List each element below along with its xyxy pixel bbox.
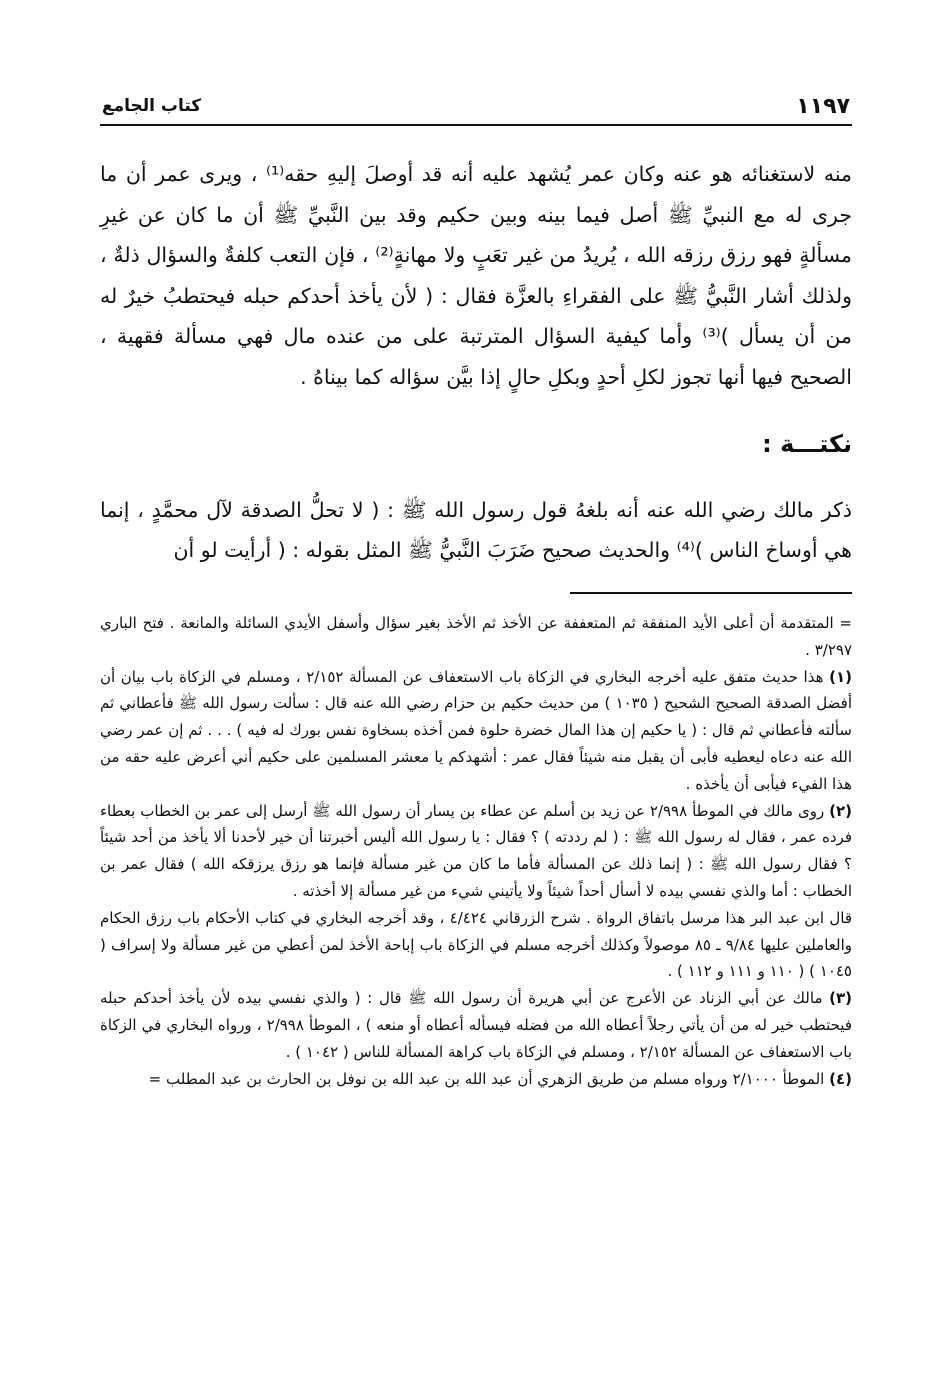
- section-heading: نكتـــة :: [762, 430, 852, 458]
- footnote-3: [100, 985, 852, 1065]
- section-paragraph: ذكر مالك رضي الله عنه أنه بلغهُ قول رسول الله ﷺ : ( لا تحلُّ الصدقة لآل محمَّدٍ ، إنما هي أوساخ الناس )⁽⁴⁾ والحديث صحيح ضَرَبَ النَّبيُّ ﷺ المثل بقوله : ( أرأيت لو أن: [100, 498, 852, 562]
- page-header: [100, 94, 852, 126]
- footnote-text: قال ابن عبد البر هذا مرسل باتفاق الرواة . شرح الزرقاني ٤/٤٢٤ ، وقد أخرجه البخاري في كتاب الأحكام باب رزق الحكام والعاملين عليها ٩/٨٤ ـ ٨٥ موصولاً وكذلك أخرجه مسلم في الزكاة باب إباحة الأخذ لمن أعطي من غير مسألة ولا إسراف ( ١٠٤٥ ) ( ١١٠ و ١١١ و ١١٢ ) .: [100, 908, 853, 981]
- footnote-1: [100, 664, 852, 798]
- footnote-divider: [570, 592, 852, 594]
- footnote-continued: [100, 610, 852, 664]
- footnote-body: روى مالك في الموطأ ٢/٩٩٨ عن زيد بن أسلم عن عطاء بن يسار أن رسول الله ﷺ أرسل إلى عمر بن الخطاب بعطاء فرده عمر ، فقال له رسول الله ﷺ : ( لم رددته ) ؟ فقال : يا رسول الله أليس أخبرتنا أن خير لأحدنا ألا يأخذ من أحد شيئاً ؟ فقال رسول الله ﷺ : ( إنما ذلك عن المسألة فأما ما كان من غير مسألة فإنما هو رزق يرزقكه الله ) فقال عمر بن الخطاب : أما والذي نفسي بيده لا أسأل أحداً شيئاً ولا يأتيني شيء من غير مسألة إلا أخذته .: [100, 801, 852, 900]
- main-paragraph: منه لاستغنائه هو عنه وكان عمر يُشهد عليه أنه قد أوصلَ إليهِ حقه⁽¹⁾ ، ويرى عمر أن ما جرى له مع النبيِّ ﷺ أصل فيما بينه وبين حكيم وقد بين النَّبيِّ ﷺ أن ما كان عن غيرِ مسألةٍ فهو رزق رزقه الله ، يُريدُ من غير تعَبٍ ولا مهانةٍ⁽²⁾ ، فإن التعب كلفةٌ والسؤال ذلةٌ ، ولذلك أشار النَّبيُّ ﷺ على الفقراءِ بالعزَّة فقال : ( لأن يأخذ أحدكم حبله فيحتطبُ خيرٌ له من أن يسأل )⁽³⁾ وأما كيفية السؤال المترتبة على من عنده مال فهي مسألة فقهية ، الصحيح فيها أنها تجوز لكلِ أحدٍ وبكلِ حالٍ إذا بيَّن سؤاله كما بيناهُ .: [100, 162, 852, 389]
- footnote-text: = المتقدمة أن أعلى الأيد المنفقة ثم المتعففة عن الأخذ ثم الأخذ بغير سؤال وأسفل الأيدي السائلة والمانعة . فتح الباري ٣/٢٩٧ .: [100, 614, 852, 659]
- page-number: ١١٩٧: [796, 94, 850, 119]
- footnote-text: [100, 664, 852, 798]
- book-title: كتاب الجامع: [102, 96, 202, 116]
- footnote-number: (٤): [829, 1069, 852, 1088]
- footnote-number: (١): [829, 667, 852, 686]
- footnote-number: (٣): [829, 989, 852, 1008]
- footnote-2: [100, 798, 852, 986]
- footnote-number: (٢): [829, 801, 852, 820]
- footnote-text: [100, 1066, 852, 1093]
- footnote-body: مالك عن أبي الزناد عن الأعرج عن أبي هريرة أن رسول الله ﷺ قال : ( والذي نفسي بيده لأن يأخذ أحدكم حبله فيحتطب خير له من أن يأتي رجلاً أعطاه الله من فضله فيسأله أعطاه أو منعه ) ، الموطأ ٢/٩٩٨ ، ورواه البخاري في الزكاة باب الاستعفاف عن المسألة ٢/١٥٢ ، ومسلم في الزكاة باب كراهة المسألة للناس ( ١٠٤٢ ) .: [100, 989, 853, 1061]
- footnote-text: [100, 985, 852, 1065]
- footnotes: [100, 610, 852, 1092]
- footnote-text: [100, 798, 852, 905]
- footnote-4: [100, 1066, 852, 1093]
- footnote-body: هذا حديث متفق عليه أخرجه البخاري في الزكاة باب الاستعفاف عن المسألة ٢/١٥٢ ، ومسلم في الزكاة باب بيان أن أفضل الصدقة الصحيح الشحيح ( ١٠٣٥ ) من حديث حكيم بن حزام رضي الله عنه قال : سألت رسول الله ﷺ فأعطاني ثم سألته فأعطاني ثم قال : ( يا حكيم إن هذا المال خضرة حلوة فمن أخذه بسخاوة نفس بورك له فيه ) . . . ثم إن عمر رضي الله عنه دعاه ليعطيه فأبى أن يقبل منه شيئاً فقال عمر : أشهدكم يا معشر المسلمين على حكيم أني أعرض عليه حقه من هذا الفيء فيأبى أن يأخذه .: [100, 667, 852, 793]
- footnote-body: الموطأ ٢/١٠٠٠ ورواه مسلم من طريق الزهري أن عبد الله بن عبد الله بن نوفل بن الحارث بن عبد المطلب =: [148, 1069, 825, 1088]
